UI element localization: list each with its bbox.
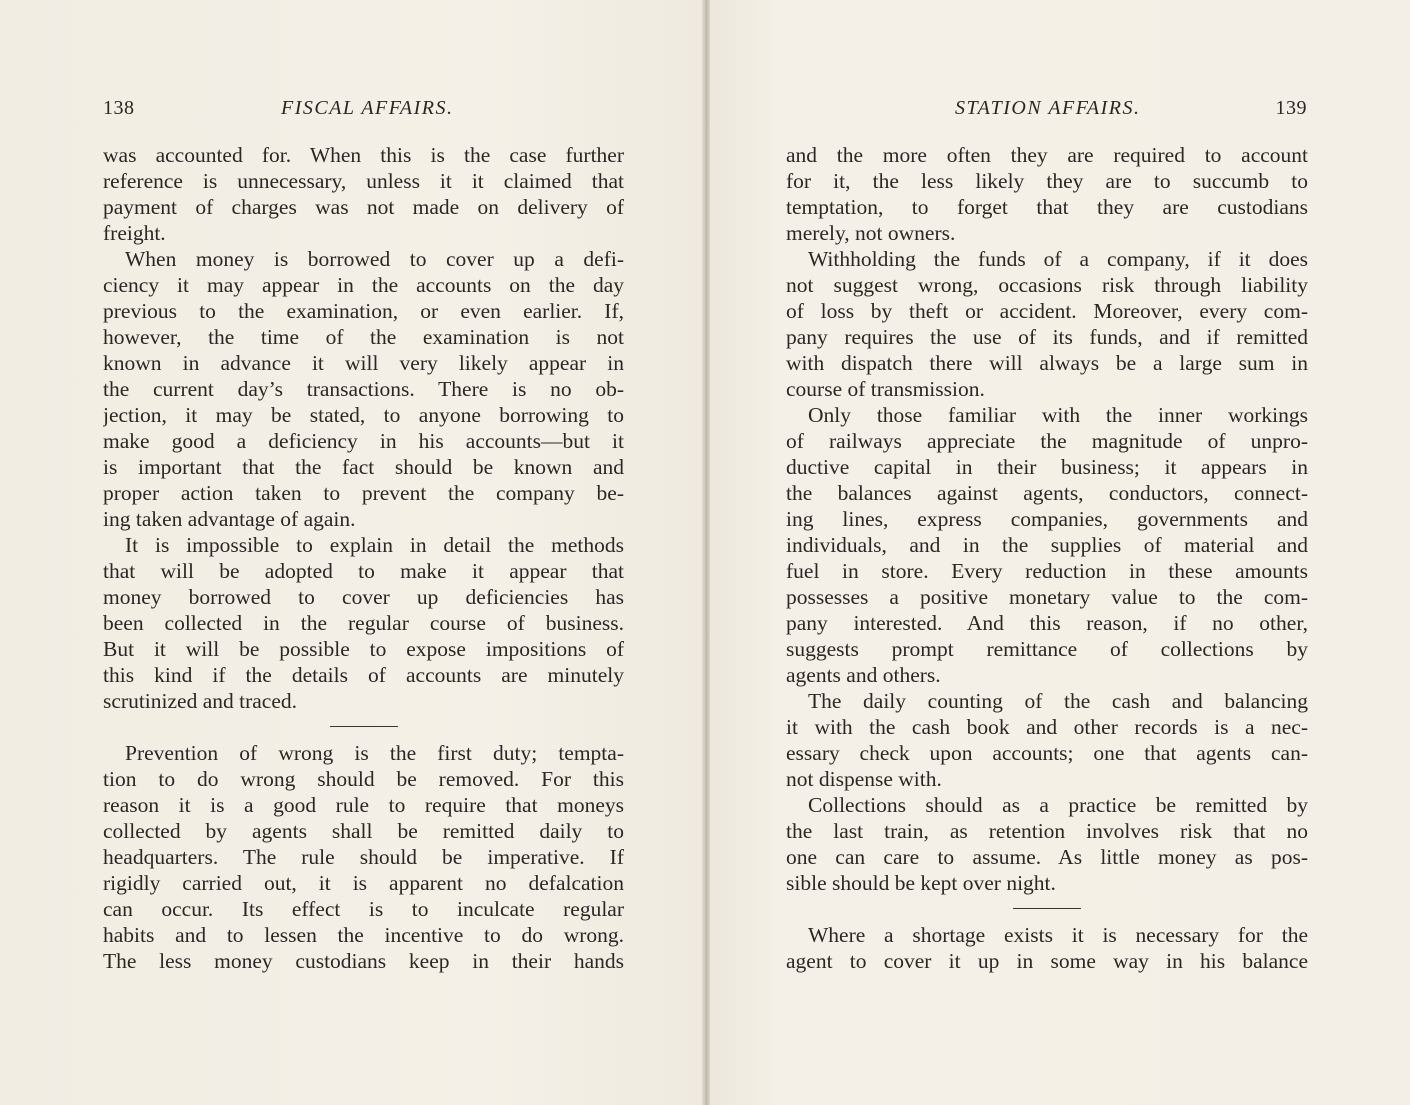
text-line: headquarters. The rule should be imperative. If <box>103 845 624 869</box>
text-line: collected by agents shall be remitted daily to <box>103 819 624 843</box>
text-line: the last train, as retention involves risk that no <box>786 819 1308 843</box>
text-line: possesses a positive monetary value to the com- <box>786 585 1308 609</box>
book-gutter <box>702 0 710 1105</box>
text-line: not dispense with. <box>786 767 942 791</box>
text-line: ing taken advantage of again. <box>103 507 356 531</box>
text-line: Collections should as a practice be remitted by <box>808 793 1308 817</box>
text-line: agent to cover it up in some way in his balance <box>786 949 1308 973</box>
text-line: The less money custodians keep in their hands <box>103 949 624 973</box>
text-line: ductive capital in their business; it appears in <box>786 455 1308 479</box>
divider-rule <box>1013 908 1081 909</box>
text-line: reason it is a good rule to require that moneys <box>103 793 624 817</box>
text-line: merely, not owners. <box>786 221 956 245</box>
text-line: money borrowed to cover up deficiencies has <box>103 585 624 609</box>
text-line: individuals, and in the supplies of material and <box>786 533 1308 557</box>
text-line: known in advance it will very likely appear in <box>103 351 624 375</box>
right-page-header <box>786 97 1307 125</box>
text-line: not suggest wrong, occasions risk through liability <box>786 273 1308 297</box>
text-line: tion to do wrong should be removed. For this <box>103 767 624 791</box>
text-line: But it will be possible to expose impositions of <box>103 637 624 661</box>
text-line: habits and to lessen the incentive to do wrong. <box>103 923 624 947</box>
text-line: for it, the less likely they are to succumb to <box>786 169 1308 193</box>
text-line: The daily counting of the cash and balancing <box>808 689 1308 713</box>
text-line: payment of charges was not made on delivery of <box>103 195 624 219</box>
text-line: suggests prompt remittance of collections by <box>786 637 1308 661</box>
text-line: rigidly carried out, it is apparent no defalcation <box>103 871 624 895</box>
divider-rule <box>330 726 398 727</box>
text-line: agents and others. <box>786 663 941 687</box>
text-line: can occur. Its effect is to inculcate regular <box>103 897 624 921</box>
right-page-number: 139 <box>1275 97 1307 119</box>
text-line: and the more often they are required to account <box>786 143 1308 167</box>
text-line: sible should be kept over night. <box>786 871 1056 895</box>
text-line: of loss by theft or accident. Moreover, every com- <box>786 299 1308 323</box>
section-divider <box>786 896 1308 922</box>
text-line: this kind if the details of accounts are minutely <box>103 663 624 687</box>
text-line: of railways appreciate the magnitude of unpro- <box>786 429 1308 453</box>
text-line: freight. <box>103 221 166 245</box>
text-line: the balances against agents, conductors, connect- <box>786 481 1308 505</box>
left-page-number: 138 <box>103 97 135 119</box>
text-line: been collected in the regular course of business. <box>103 611 624 635</box>
text-line: make good a deficiency in his accounts—but it <box>103 429 624 453</box>
text-line: previous to the examination, or even earlier. If, <box>103 299 624 323</box>
text-line: ciency it may appear in the accounts on the day <box>103 273 624 297</box>
text-line: pany requires the use of its funds, and if remitted <box>786 325 1308 349</box>
text-line: fuel in store. Every reduction in these amounts <box>786 559 1308 583</box>
text-line: Withholding the funds of a company, if it does <box>808 247 1308 271</box>
text-line: the current day’s transactions. There is no ob- <box>103 377 624 401</box>
text-line: was accounted for. When this is the case further <box>103 143 624 167</box>
text-line: jection, it may be stated, to anyone borrowing to <box>103 403 624 427</box>
text-line: temptation, to forget that they are custodians <box>786 195 1308 219</box>
text-line: however, the time of the examination is not <box>103 325 624 349</box>
right-running-head: STATION AFFAIRS. <box>955 97 1141 119</box>
right-page-body <box>786 142 1308 974</box>
text-line: When money is borrowed to cover up a defi- <box>125 247 624 271</box>
text-line: scrutinized and traced. <box>103 689 298 713</box>
text-line: reference is unnecessary, unless it it claimed that <box>103 169 624 193</box>
text-line: it with the cash book and other records is a nec- <box>786 715 1308 739</box>
text-line: It is impossible to explain in detail the methods <box>125 533 624 557</box>
text-line: with dispatch there will always be a large sum in <box>786 351 1308 375</box>
text-line: ing lines, express companies, governments and <box>786 507 1308 531</box>
text-line: Only those familiar with the inner workings <box>808 403 1308 427</box>
text-line: that will be adopted to make it appear that <box>103 559 624 583</box>
text-line: pany interested. And this reason, if no other, <box>786 611 1308 635</box>
text-line: essary check upon accounts; one that agents can- <box>786 741 1308 765</box>
left-page-header <box>103 97 623 125</box>
text-line: proper action taken to prevent the company be- <box>103 481 624 505</box>
left-page-body <box>103 142 624 974</box>
text-line: is important that the fact should be known and <box>103 455 624 479</box>
text-line: Prevention of wrong is the first duty; tempta- <box>125 741 624 765</box>
left-running-head: FISCAL AFFAIRS. <box>281 97 454 119</box>
text-line: Where a shortage exists it is necessary for the <box>808 923 1308 947</box>
text-line: one can care to assume. As little money as pos- <box>786 845 1308 869</box>
text-line: course of transmission. <box>786 377 985 401</box>
section-divider <box>103 714 624 740</box>
